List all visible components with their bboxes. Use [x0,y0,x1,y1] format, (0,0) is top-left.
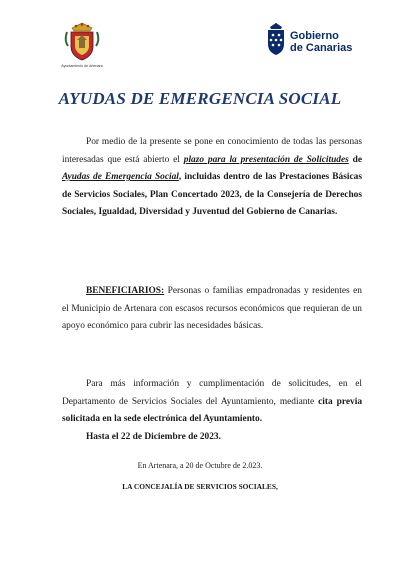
gobierno-logo-line2: de Canarias [290,42,353,54]
beneficiaries-text: Personas o familias empadronadas y residentes en el Municipio de Artenara con escasos recursos económicos que requieran de un apoyo económico para cubrir las necesidades básicas. [62,286,362,332]
p1-aid-name: Ayudas de Emergencia Social [62,172,179,183]
gobierno-logo-line1: Gobierno [290,30,339,42]
p1-text-2: de [348,154,362,165]
coat-of-arms-icon [64,22,100,62]
p3-appointment-text: cita previa solicitada en la sede electrónica del Ayuntamiento. [62,396,363,425]
artenara-coat-of-arms-logo [52,22,112,68]
p1-deadline-phrase: plazo para la presentación de Solicitudes [183,154,349,165]
logo-caption: Ayuntamiento de Artenara [61,64,103,68]
p1-text-1: Por medio de la presente se pone en conocimiento de todas las personas interesadas que está abierto el [62,137,362,165]
beneficiaries-label: BENEFICIARIOS: [86,286,165,296]
gobierno-logo-text [290,30,352,54]
paragraph-announcement [62,134,362,222]
gobierno-de-canarias-logo [266,22,376,62]
signature-line: LA CONCEJALÍA DE SERVICIOS SOCIALES, [122,482,278,491]
deadline-line: Hasta el 22 de Diciembre de 2023. [86,432,221,442]
place-and-date: En Artenara, a 20 de Octubre de 2.023. [137,461,263,470]
document-title: AYUDAS DE EMERGENCIA SOCIAL [58,89,342,108]
paragraph-beneficiaries [62,283,362,336]
paragraph-more-info [62,376,362,429]
p3-text-1: Para más información y cumplimentación de solicitudes, en el Departamento de Servicios Sociales del Ayuntamiento, mediante [62,379,362,407]
p1-text-3: , incluidas dentro de las Prestaciones Básicas de Servicios Sociales, Plan Concertado 2023, de la Consejería de Derechos Sociales, Igualdad, Diversidad y Juventud del Gobierno de Canarias. [62,172,362,218]
canarias-shield-icon [266,22,286,56]
